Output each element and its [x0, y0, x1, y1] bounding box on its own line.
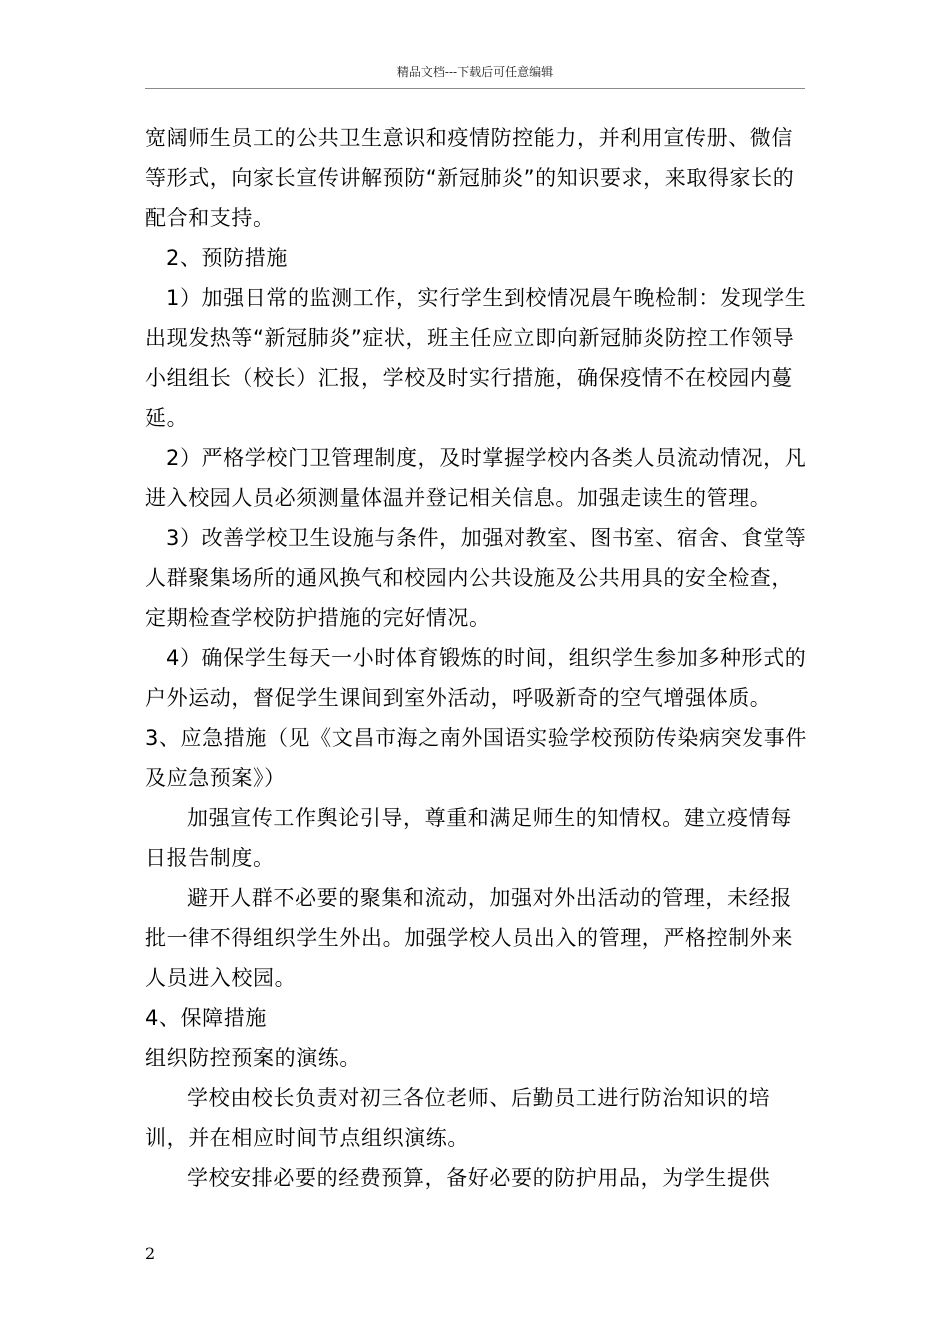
- paragraph-drills: 组织防控预案的演练。: [145, 1046, 361, 1070]
- paragraph-publicity: 加强宣传工作舆论引导，尊重和满足师生的知情权。建立疫情每日报告制度。: [145, 806, 792, 870]
- header-divider: [145, 88, 805, 89]
- paragraph-hygiene-awareness: 宽阔师生员工的公共卫生意识和疫情防控能力，并利用宣传册、微信等形式，向家长宣传讲解预防“新冠肺炎”的知识要求，来取得家长的配合和支持。: [145, 126, 795, 230]
- paragraph-training: 学校由校长负责对初三各位老师、后勤员工进行防治知识的培训，并在相应时间节点组织演练。: [145, 1086, 771, 1150]
- paragraph-sanitation-facilities: 3）改善学校卫生设施与条件，加强对教室、图书室、宿舍、食堂等人群聚集场所的通风换气和校园内公共设施及公共用具的安全检查，定期检查学校防护措施的完好情况。: [145, 526, 807, 630]
- paragraph-avoid-gatherings: 避开人群不必要的聚集和流动，加强对外出活动的管理，未经报批一律不得组织学生外出。加强学校人员出入的管理，严格控制外来人员进入校园。: [145, 886, 793, 990]
- page-number: 2: [145, 1244, 156, 1263]
- document-body: [145, 118, 809, 1198]
- heading-safeguard-measures: 4、保障措施: [145, 1006, 267, 1030]
- heading-prevention-measures: 2、预防措施: [166, 246, 288, 270]
- paragraph-daily-monitoring: 1）加强日常的监测工作，实行学生到校情况晨午晚检制：发现学生出现发热等“新冠肺炎”症状，班主任应立即向新冠肺炎防控工作领导小组组长（校长）汇报，学校及时实行措施，确保疫情不在校园内蔓延。: [145, 286, 807, 430]
- paragraph-physical-exercise: 4）确保学生每天一小时体育锻炼的时间，组织学生参加多种形式的户外运动，督促学生课间到室外活动，呼吸新奇的空气增强体质。: [145, 646, 807, 710]
- paragraph-budget: 学校安排必要的经费预算，备好必要的防护用品，为学生提供: [187, 1166, 771, 1190]
- paragraph-gate-management: 2）严格学校门卫管理制度，及时掌握学校内各类人员流动情况，凡进入校园人员必须测量体温并登记相关信息。加强走读生的管理。: [145, 446, 807, 510]
- page-header: 精品文档---下载后可任意编辑: [396, 65, 554, 79]
- heading-emergency-measures: 3、应急措施（见《文昌市海之南外国语实验学校预防传染病突发事件及应急预案》）: [145, 726, 807, 790]
